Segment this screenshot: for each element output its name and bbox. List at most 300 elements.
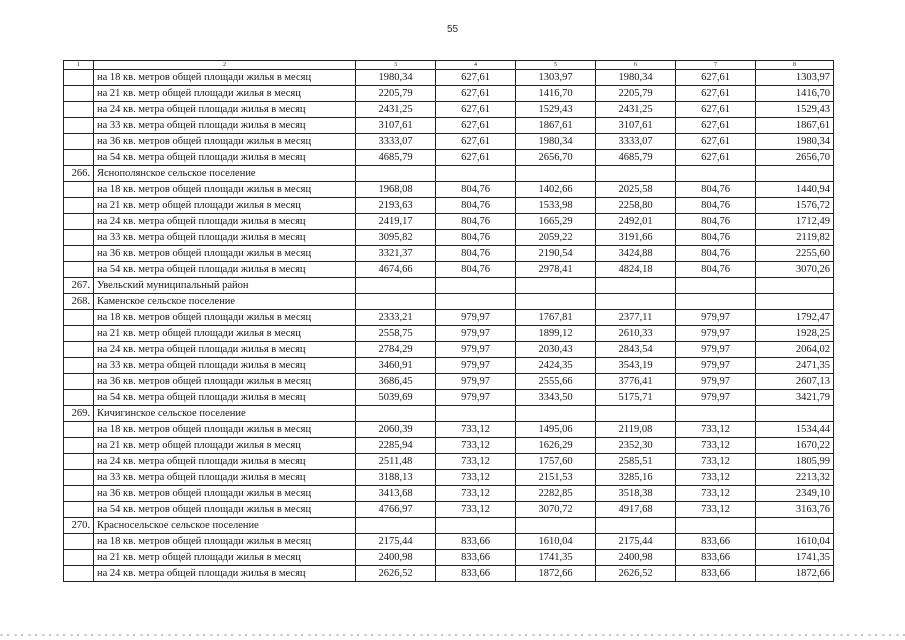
value-cell: 2255,60: [756, 246, 834, 262]
value-cell: 4917,68: [596, 502, 676, 518]
norm-label: на 33 кв. метра общей площади жилья в месяц: [94, 118, 356, 134]
value-cell: 4674,66: [356, 262, 436, 278]
empty-cell: [676, 166, 756, 182]
empty-cell: [516, 278, 596, 294]
table-row: [64, 358, 834, 374]
value-cell: 2175,44: [596, 534, 676, 550]
value-cell: 627,61: [436, 134, 516, 150]
value-cell: 627,61: [676, 118, 756, 134]
row-number-cell: [64, 550, 94, 566]
value-cell: 804,76: [436, 198, 516, 214]
column-number: 4: [436, 61, 516, 70]
value-cell: 627,61: [676, 86, 756, 102]
value-cell: 627,61: [436, 102, 516, 118]
section-name: Увельский муниципальный район: [94, 278, 356, 294]
empty-cell: [676, 278, 756, 294]
value-cell: 979,97: [676, 326, 756, 342]
row-number-cell: [64, 438, 94, 454]
row-number-cell: [64, 246, 94, 262]
value-cell: 4766,97: [356, 502, 436, 518]
norm-label: на 21 кв. метр общей площади жилья в месяц: [94, 86, 356, 102]
table-row: [64, 550, 834, 566]
column-number: 7: [676, 61, 756, 70]
value-cell: 2258,80: [596, 198, 676, 214]
empty-cell: [596, 294, 676, 310]
value-cell: 804,76: [436, 246, 516, 262]
table-row: [64, 374, 834, 390]
value-cell: 2025,58: [596, 182, 676, 198]
norm-label: на 18 кв. метров общей площади жилья в месяц: [94, 534, 356, 550]
value-cell: 3424,88: [596, 246, 676, 262]
value-cell: 1980,34: [356, 70, 436, 86]
value-cell: 2558,75: [356, 326, 436, 342]
value-cell: 2843,54: [596, 342, 676, 358]
tariff-table: [63, 60, 834, 582]
value-cell: 3518,38: [596, 486, 676, 502]
row-number-cell: [64, 566, 94, 582]
empty-cell: [436, 294, 516, 310]
empty-cell: [756, 166, 834, 182]
value-cell: 1741,35: [756, 550, 834, 566]
value-cell: 2431,25: [596, 102, 676, 118]
value-cell: 627,61: [676, 70, 756, 86]
empty-cell: [756, 294, 834, 310]
norm-label: на 24 кв. метра общей площади жилья в месяц: [94, 454, 356, 470]
value-cell: 1402,66: [516, 182, 596, 198]
value-cell: 804,76: [436, 230, 516, 246]
value-cell: 2064,02: [756, 342, 834, 358]
empty-cell: [356, 278, 436, 294]
value-cell: 2377,11: [596, 310, 676, 326]
value-cell: 2555,66: [516, 374, 596, 390]
value-cell: 4824,18: [596, 262, 676, 278]
row-number-cell: [64, 358, 94, 374]
value-cell: 804,76: [436, 262, 516, 278]
value-cell: 833,66: [676, 550, 756, 566]
table-row: [64, 102, 834, 118]
value-cell: 2585,51: [596, 454, 676, 470]
value-cell: 1303,97: [516, 70, 596, 86]
value-cell: 2400,98: [596, 550, 676, 566]
section-row: [64, 278, 834, 294]
table-row: [64, 422, 834, 438]
section-number: 270.: [64, 518, 94, 534]
empty-cell: [676, 294, 756, 310]
value-cell: 5039,69: [356, 390, 436, 406]
norm-label: на 18 кв. метров общей площади жилья в месяц: [94, 422, 356, 438]
empty-cell: [756, 518, 834, 534]
table-row: [64, 198, 834, 214]
value-cell: 733,12: [676, 422, 756, 438]
value-cell: 2424,35: [516, 358, 596, 374]
column-number: 5: [516, 61, 596, 70]
table-row: [64, 390, 834, 406]
value-cell: 979,97: [436, 390, 516, 406]
row-number-cell: [64, 310, 94, 326]
section-name: Каменское сельское поселение: [94, 294, 356, 310]
empty-cell: [356, 294, 436, 310]
value-cell: 733,12: [436, 422, 516, 438]
value-cell: 1867,61: [756, 118, 834, 134]
value-cell: 2656,70: [756, 150, 834, 166]
value-cell: 2471,35: [756, 358, 834, 374]
norm-label: на 54 кв. метра общей площади жилья в месяц: [94, 390, 356, 406]
table-row: [64, 438, 834, 454]
value-cell: 2205,79: [596, 86, 676, 102]
value-cell: 2400,98: [356, 550, 436, 566]
norm-label: на 36 кв. метров общей площади жилья в месяц: [94, 246, 356, 262]
norm-label: на 33 кв. метра общей площади жилья в месяц: [94, 358, 356, 374]
value-cell: 1610,04: [516, 534, 596, 550]
empty-cell: [596, 166, 676, 182]
value-cell: 1899,12: [516, 326, 596, 342]
value-cell: 1529,43: [516, 102, 596, 118]
value-cell: 733,12: [676, 502, 756, 518]
value-cell: 979,97: [436, 326, 516, 342]
value-cell: 1757,60: [516, 454, 596, 470]
row-number-cell: [64, 534, 94, 550]
value-cell: 3107,61: [356, 118, 436, 134]
norm-label: на 21 кв. метр общей площади жилья в месяц: [94, 550, 356, 566]
value-cell: 2431,25: [356, 102, 436, 118]
value-cell: 1980,34: [596, 70, 676, 86]
table-row: [64, 486, 834, 502]
value-cell: 3191,66: [596, 230, 676, 246]
value-cell: 2030,43: [516, 342, 596, 358]
norm-label: на 54 кв. метров общей площади жилья в месяц: [94, 502, 356, 518]
norm-label: на 24 кв. метра общей площади жилья в месяц: [94, 566, 356, 582]
row-number-cell: [64, 230, 94, 246]
section-name: Яснополянское сельское поселение: [94, 166, 356, 182]
norm-label: на 21 кв. метр общей площади жилья в месяц: [94, 438, 356, 454]
column-number: 2: [94, 61, 356, 70]
table-row: [64, 310, 834, 326]
value-cell: 3095,82: [356, 230, 436, 246]
value-cell: 733,12: [436, 438, 516, 454]
table-row: [64, 454, 834, 470]
value-cell: 2193,63: [356, 198, 436, 214]
value-cell: 733,12: [676, 486, 756, 502]
section-row: [64, 406, 834, 422]
norm-label: на 33 кв. метра общей площади жилья в месяц: [94, 470, 356, 486]
value-cell: 2119,08: [596, 422, 676, 438]
value-cell: 1416,70: [516, 86, 596, 102]
table-row: [64, 342, 834, 358]
column-number: 8: [756, 61, 834, 70]
empty-cell: [356, 518, 436, 534]
section-name: Красносельское сельское поселение: [94, 518, 356, 534]
table-row: [64, 262, 834, 278]
value-cell: 979,97: [676, 390, 756, 406]
value-cell: 1529,43: [756, 102, 834, 118]
empty-cell: [516, 294, 596, 310]
value-cell: 627,61: [676, 134, 756, 150]
page-number: 55: [446, 24, 459, 35]
value-cell: 1867,61: [516, 118, 596, 134]
table-row: [64, 470, 834, 486]
value-cell: 2333,21: [356, 310, 436, 326]
table-row: [64, 566, 834, 582]
value-cell: 979,97: [436, 358, 516, 374]
value-cell: 4685,79: [356, 150, 436, 166]
row-number-cell: [64, 454, 94, 470]
value-cell: 2607,13: [756, 374, 834, 390]
value-cell: 2626,52: [596, 566, 676, 582]
value-cell: 1626,29: [516, 438, 596, 454]
section-number: 267.: [64, 278, 94, 294]
empty-cell: [676, 518, 756, 534]
table-row: [64, 70, 834, 86]
section-row: [64, 518, 834, 534]
table-body: [64, 61, 834, 582]
table-row: [64, 182, 834, 198]
value-cell: 1303,97: [756, 70, 834, 86]
value-cell: 3163,76: [756, 502, 834, 518]
table-row: [64, 134, 834, 150]
empty-cell: [516, 166, 596, 182]
value-cell: 1968,08: [356, 182, 436, 198]
empty-cell: [436, 278, 516, 294]
value-cell: 1670,22: [756, 438, 834, 454]
value-cell: 1610,04: [756, 534, 834, 550]
value-cell: 627,61: [436, 118, 516, 134]
norm-label: на 36 кв. метров общей площади жилья в месяц: [94, 374, 356, 390]
value-cell: 1980,34: [516, 134, 596, 150]
value-cell: 804,76: [676, 182, 756, 198]
value-cell: 979,97: [676, 310, 756, 326]
value-cell: 627,61: [436, 70, 516, 86]
table-row: [64, 246, 834, 262]
empty-cell: [756, 278, 834, 294]
norm-label: на 36 кв. метров общей площади жилья в месяц: [94, 134, 356, 150]
table-row: [64, 214, 834, 230]
table-row: [64, 326, 834, 342]
row-number-cell: [64, 390, 94, 406]
column-number-row: [64, 61, 834, 70]
value-cell: 2059,22: [516, 230, 596, 246]
value-cell: 979,97: [676, 374, 756, 390]
value-cell: 3333,07: [596, 134, 676, 150]
section-number: 266.: [64, 166, 94, 182]
value-cell: 3285,16: [596, 470, 676, 486]
value-cell: 979,97: [436, 310, 516, 326]
value-cell: 979,97: [436, 342, 516, 358]
row-number-cell: [64, 470, 94, 486]
value-cell: 2282,85: [516, 486, 596, 502]
value-cell: 2492,01: [596, 214, 676, 230]
row-number-cell: [64, 86, 94, 102]
value-cell: 1533,98: [516, 198, 596, 214]
empty-cell: [516, 406, 596, 422]
value-cell: 3776,41: [596, 374, 676, 390]
value-cell: 804,76: [436, 214, 516, 230]
norm-label: на 24 кв. метра общей площади жилья в месяц: [94, 342, 356, 358]
table-row: [64, 230, 834, 246]
value-cell: 1980,34: [756, 134, 834, 150]
value-cell: 2060,39: [356, 422, 436, 438]
value-cell: 627,61: [676, 102, 756, 118]
empty-cell: [756, 406, 834, 422]
table-row: [64, 150, 834, 166]
row-number-cell: [64, 118, 94, 134]
value-cell: 3188,13: [356, 470, 436, 486]
row-number-cell: [64, 70, 94, 86]
value-cell: 1440,94: [756, 182, 834, 198]
value-cell: 1576,72: [756, 198, 834, 214]
norm-label: на 54 кв. метра общей площади жилья в месяц: [94, 262, 356, 278]
empty-cell: [596, 406, 676, 422]
value-cell: 1872,66: [756, 566, 834, 582]
value-cell: 3421,79: [756, 390, 834, 406]
value-cell: 804,76: [676, 230, 756, 246]
value-cell: 2349,10: [756, 486, 834, 502]
table-row: [64, 86, 834, 102]
row-number-cell: [64, 134, 94, 150]
value-cell: 5175,71: [596, 390, 676, 406]
value-cell: 2419,17: [356, 214, 436, 230]
table-row: [64, 502, 834, 518]
value-cell: 3107,61: [596, 118, 676, 134]
value-cell: 2626,52: [356, 566, 436, 582]
section-number: 268.: [64, 294, 94, 310]
norm-label: на 36 кв. метров общей площади жилья в месяц: [94, 486, 356, 502]
value-cell: 627,61: [436, 86, 516, 102]
value-cell: 733,12: [676, 470, 756, 486]
section-row: [64, 294, 834, 310]
value-cell: 3321,37: [356, 246, 436, 262]
value-cell: 833,66: [436, 550, 516, 566]
value-cell: 4685,79: [596, 150, 676, 166]
value-cell: 833,66: [436, 534, 516, 550]
value-cell: 1416,70: [756, 86, 834, 102]
value-cell: 2151,53: [516, 470, 596, 486]
norm-label: на 21 кв. метр общей площади жилья в месяц: [94, 326, 356, 342]
row-number-cell: [64, 326, 94, 342]
value-cell: 3686,45: [356, 374, 436, 390]
value-cell: 1767,81: [516, 310, 596, 326]
scan-edge: [0, 634, 905, 636]
value-cell: 2352,30: [596, 438, 676, 454]
column-number: 6: [596, 61, 676, 70]
value-cell: 3333,07: [356, 134, 436, 150]
value-cell: 804,76: [676, 214, 756, 230]
value-cell: 1495,06: [516, 422, 596, 438]
norm-label: на 18 кв. метров общей площади жилья в месяц: [94, 182, 356, 198]
value-cell: 804,76: [436, 182, 516, 198]
row-number-cell: [64, 150, 94, 166]
empty-cell: [676, 406, 756, 422]
empty-cell: [596, 278, 676, 294]
value-cell: 2285,94: [356, 438, 436, 454]
value-cell: 3460,91: [356, 358, 436, 374]
value-cell: 833,66: [676, 534, 756, 550]
column-number: 1: [64, 61, 94, 70]
norm-label: на 18 кв. метров общей площади жилья в месяц: [94, 70, 356, 86]
value-cell: 2190,54: [516, 246, 596, 262]
value-cell: 3343,50: [516, 390, 596, 406]
value-cell: 1792,47: [756, 310, 834, 326]
empty-cell: [436, 518, 516, 534]
value-cell: 733,12: [676, 454, 756, 470]
norm-label: на 18 кв. метров общей площади жилья в месяц: [94, 310, 356, 326]
empty-cell: [436, 406, 516, 422]
value-cell: 833,66: [436, 566, 516, 582]
row-number-cell: [64, 374, 94, 390]
value-cell: 2784,29: [356, 342, 436, 358]
value-cell: 2511,48: [356, 454, 436, 470]
value-cell: 2213,32: [756, 470, 834, 486]
row-number-cell: [64, 214, 94, 230]
table-row: [64, 118, 834, 134]
value-cell: 1805,99: [756, 454, 834, 470]
value-cell: 2610,33: [596, 326, 676, 342]
row-number-cell: [64, 342, 94, 358]
value-cell: 804,76: [676, 198, 756, 214]
value-cell: 979,97: [676, 358, 756, 374]
row-number-cell: [64, 198, 94, 214]
value-cell: 3413,68: [356, 486, 436, 502]
value-cell: 1741,35: [516, 550, 596, 566]
table-row: [64, 534, 834, 550]
empty-cell: [436, 166, 516, 182]
value-cell: 2205,79: [356, 86, 436, 102]
norm-label: на 33 кв. метра общей площади жилья в месяц: [94, 230, 356, 246]
value-cell: 804,76: [676, 262, 756, 278]
norm-label: на 21 кв. метр общей площади жилья в месяц: [94, 198, 356, 214]
norm-label: на 24 кв. метра общей площади жилья в месяц: [94, 102, 356, 118]
row-number-cell: [64, 182, 94, 198]
value-cell: 1534,44: [756, 422, 834, 438]
value-cell: 2175,44: [356, 534, 436, 550]
empty-cell: [356, 166, 436, 182]
row-number-cell: [64, 422, 94, 438]
empty-cell: [356, 406, 436, 422]
value-cell: 3070,72: [516, 502, 596, 518]
row-number-cell: [64, 262, 94, 278]
value-cell: 627,61: [676, 150, 756, 166]
row-number-cell: [64, 502, 94, 518]
column-number: 3: [356, 61, 436, 70]
value-cell: 979,97: [436, 374, 516, 390]
value-cell: 1872,66: [516, 566, 596, 582]
value-cell: 2119,82: [756, 230, 834, 246]
value-cell: 3070,26: [756, 262, 834, 278]
row-number-cell: [64, 486, 94, 502]
section-name: Кичигинское сельское поселение: [94, 406, 356, 422]
norm-label: на 24 кв. метра общей площади жилья в месяц: [94, 214, 356, 230]
value-cell: 627,61: [436, 150, 516, 166]
value-cell: 733,12: [436, 502, 516, 518]
value-cell: 733,12: [436, 486, 516, 502]
empty-cell: [516, 518, 596, 534]
norm-label: на 54 кв. метра общей площади жилья в месяц: [94, 150, 356, 166]
row-number-cell: [64, 102, 94, 118]
value-cell: 1928,25: [756, 326, 834, 342]
section-number: 269.: [64, 406, 94, 422]
value-cell: 1665,29: [516, 214, 596, 230]
value-cell: 1712,49: [756, 214, 834, 230]
value-cell: 733,12: [436, 470, 516, 486]
value-cell: 733,12: [436, 454, 516, 470]
value-cell: 2978,41: [516, 262, 596, 278]
value-cell: 3543,19: [596, 358, 676, 374]
value-cell: 2656,70: [516, 150, 596, 166]
value-cell: 833,66: [676, 566, 756, 582]
section-row: [64, 166, 834, 182]
value-cell: 804,76: [676, 246, 756, 262]
empty-cell: [596, 518, 676, 534]
value-cell: 979,97: [676, 342, 756, 358]
